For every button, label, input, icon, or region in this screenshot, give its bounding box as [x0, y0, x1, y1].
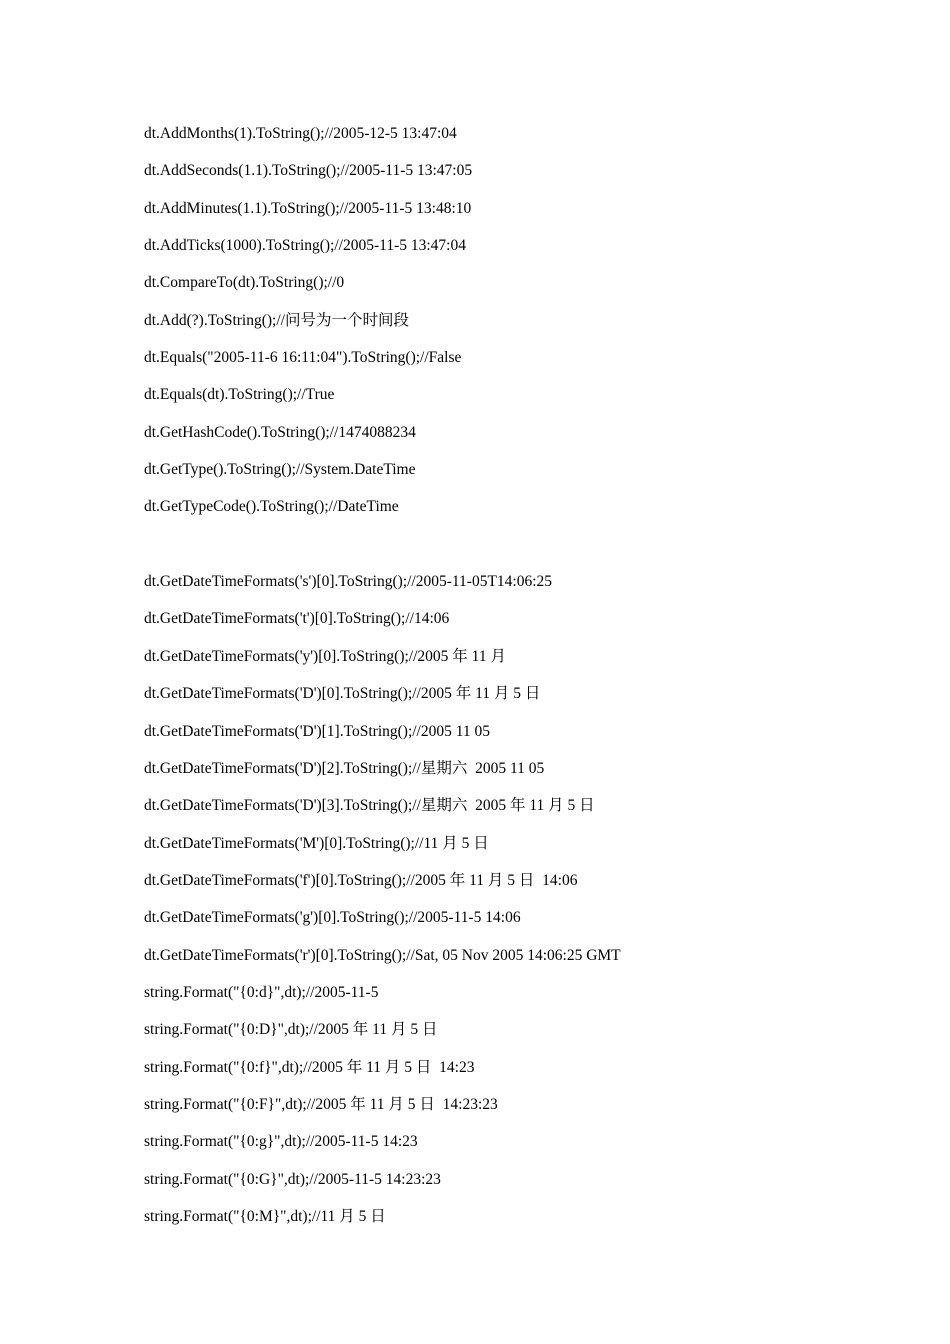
code-line: dt.AddMonths(1).ToString();//2005-12-5 13:47:04: [144, 125, 457, 142]
code-line: dt.Add(?).ToString();//问号为一个时间段: [144, 311, 409, 329]
code-line: dt.GetDateTimeFormats('M')[0].ToString();//11 月 5 日: [144, 834, 489, 852]
code-line: string.Format("{0:D}",dt);//2005 年 11 月 5 日: [144, 1021, 438, 1039]
code-line: dt.CompareTo(dt).ToString();//0: [144, 274, 345, 292]
code-line: dt.AddMinutes(1.1).ToString();//2005-11-5 13:48:10: [144, 199, 472, 217]
code-line: string.Format("{0:g}",dt);//2005-11-5 14:23: [144, 1133, 418, 1151]
code-line: dt.GetDateTimeFormats('D')[1].ToString();//2005 11 05: [144, 722, 491, 740]
code-line: string.Format("{0:G}",dt);//2005-11-5 14:23:23: [144, 1170, 441, 1188]
code-line: dt.GetDateTimeFormats('t')[0].ToString();//14:06: [144, 610, 450, 628]
code-line: string.Format("{0:d}",dt);//2005-11-5: [144, 983, 379, 1001]
code-line: dt.GetDateTimeFormats('g')[0].ToString();//2005-11-5 14:06: [144, 909, 521, 927]
code-line: dt.GetDateTimeFormats('y')[0].ToString();//2005 年 11 月: [144, 647, 506, 665]
code-line: dt.AddSeconds(1.1).ToString();//2005-11-5 13:47:05: [144, 162, 473, 180]
code-line: dt.GetDateTimeFormats('f')[0].ToString();//2005 年 11 月 5 日 14:06: [144, 871, 578, 889]
code-line: string.Format("{0:M}",dt);//11 月 5 日: [144, 1207, 386, 1225]
blank-line: [144, 535, 904, 572]
code-line: dt.GetHashCode().ToString();//1474088234: [144, 423, 416, 441]
code-line: string.Format("{0:F}",dt);//2005 年 11 月 5 日 14:23:23: [144, 1095, 498, 1113]
code-lines: [144, 124, 904, 1244]
code-line: dt.GetTypeCode().ToString();//DateTime: [144, 498, 399, 516]
code-line: dt.AddTicks(1000).ToString();//2005-11-5 13:47:04: [144, 237, 466, 255]
code-line: dt.GetDateTimeFormats('s')[0].ToString();//2005-11-05T14:06:25: [144, 573, 553, 591]
code-line: dt.GetDateTimeFormats('D')[0].ToString();//2005 年 11 月 5 日: [144, 685, 541, 703]
code-line: dt.Equals("2005-11-6 16:11:04").ToString();//False: [144, 349, 462, 367]
code-line: dt.GetDateTimeFormats('r')[0].ToString();//Sat, 05 Nov 2005 14:06:25 GMT: [144, 946, 621, 964]
code-line: string.Format("{0:f}",dt);//2005 年 11 月 5 日 14:23: [144, 1058, 475, 1076]
code-line: dt.GetType().ToString();//System.DateTime: [144, 461, 416, 479]
code-line: dt.Equals(dt).ToString();//True: [144, 386, 335, 404]
code-line: dt.GetDateTimeFormats('D')[3].ToString();//星期六 2005 年 11 月 5 日: [144, 797, 595, 815]
code-line: dt.GetDateTimeFormats('D')[2].ToString();//星期六 2005 11 05: [144, 759, 545, 777]
